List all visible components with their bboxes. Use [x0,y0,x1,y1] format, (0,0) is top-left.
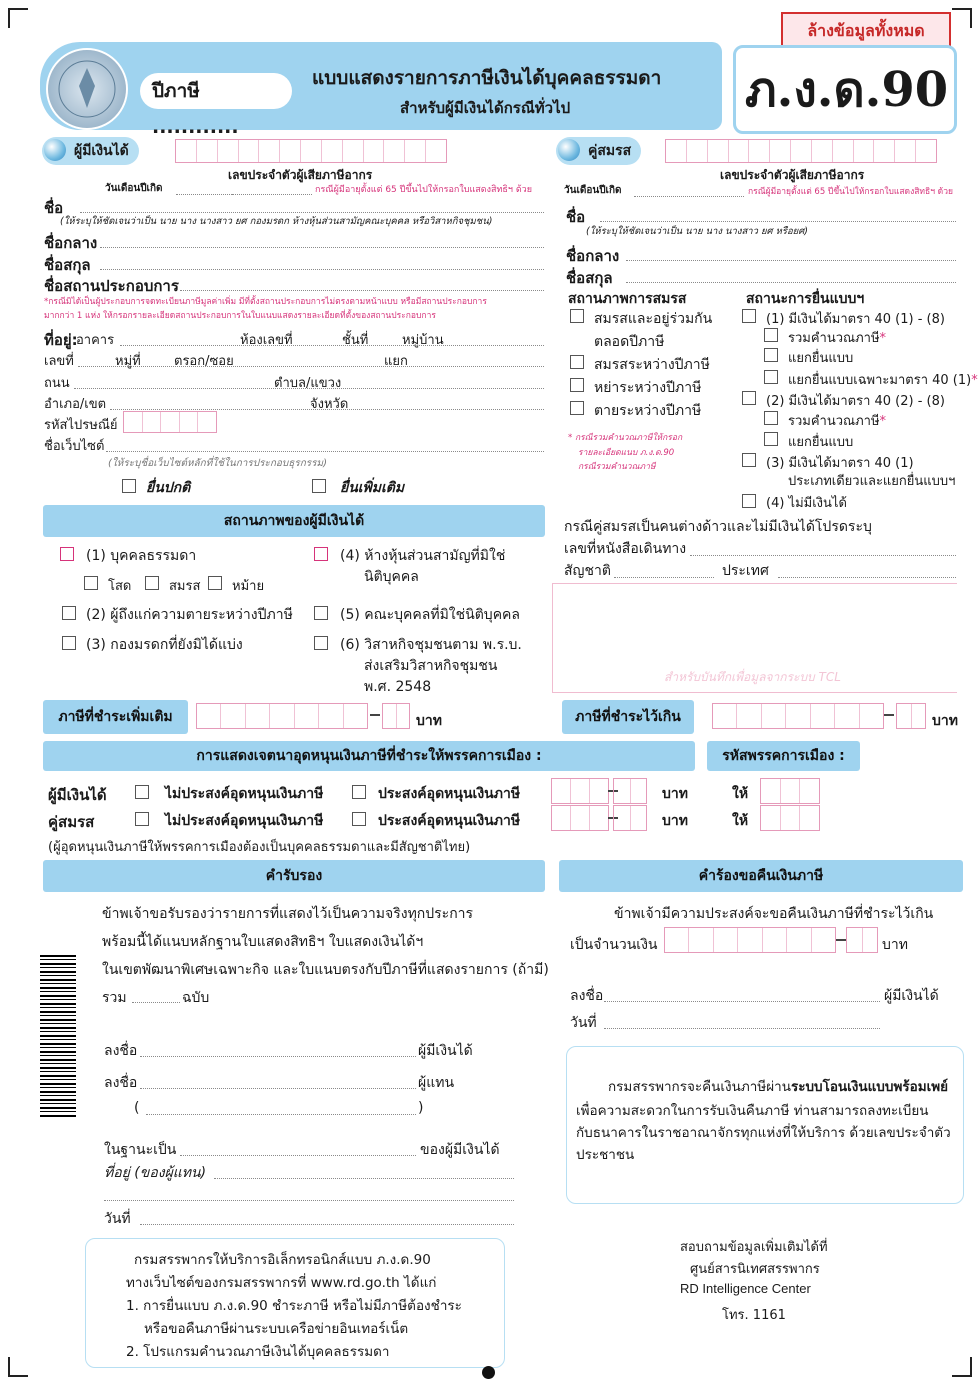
country-label: ประเทศ [722,563,769,579]
filing-checkbox[interactable] [742,494,756,508]
marital-option: สมรสระหว่างปีภาษี [594,357,710,373]
payer-tin-input[interactable] [175,139,447,163]
refund-payer-label: ผู้มีเงินได้ [884,988,939,1004]
efiling-text: 1. การยื่นแบบ ภ.ง.ด.90 ชำระภาษี หรือไม่มีภาษีต้องชำระ [126,1298,462,1314]
donation-label: ประสงค์อุดหนุนเงินภาษี [378,813,521,829]
donation-payer-label: ผู้มีเงินได้ [48,786,107,804]
overpaid-tax-satang-input[interactable] [896,703,926,729]
payer-business-note: *กรณีมิได้เป็นผู้ประกอบการจดทะเบียนภาษีมูลค่าเพิ่ม มีที่ตั้งสถานประกอบการไม่ตรงตามหน้าแบบ หรือมีสถานประกอบการ [44,297,487,307]
filing-option: (3) มีเงินได้มาตรา 40 (1) [766,456,914,471]
floor-label: ชั้นที่ [342,333,369,348]
promptpay-text: เพื่อความสะดวกในการรับเงินคืนภาษี ท่านสามารถลงทะเบียน [576,1103,929,1119]
status-option: (6) วิสาหกิจชุมชนตาม พ.ร.บ. [340,637,522,653]
filing-checkbox[interactable] [742,391,756,405]
payer-dob-note: กรณีผู้มีอายุตั้งแต่ 65 ปีขึ้นไปให้กรอกใบแสดงสิทธิฯ ด้วย [315,185,532,195]
status-checkbox[interactable] [314,636,328,650]
additional-tax-satang-input[interactable] [382,703,410,729]
spouse-tin-input[interactable] [665,139,937,163]
spouse-name-note: (ให้ระบุให้ชัดเจนว่าเป็น นาย นาง นางสาว ยศ หรือยศ) [586,226,808,237]
paren-open: ( [134,1100,140,1116]
no-donation-checkbox[interactable] [135,785,149,799]
website-note: (ให้ระบุชื่อเว็บไซต์หลักที่ใช้ในการประกอบธุรกรรม) [108,458,328,469]
widowed-checkbox[interactable] [208,576,222,590]
foreign-spouse-note: กรณีคู่สมรสเป็นคนต่างด้าวและไม่มีเงินได้โปรดระบุ [564,519,872,535]
refund-sign-label: ลงชื่อ [570,988,604,1004]
single-label: โสด [108,579,132,594]
baht-label: บาท [416,713,442,729]
donation-checkbox[interactable] [352,812,366,826]
marital-checkbox[interactable] [570,355,584,369]
postcode-input[interactable] [123,411,217,433]
soi-label: ตรอก/ซอย [174,354,234,369]
certify-date-label: วันที่ [104,1211,131,1227]
filing-checkbox[interactable] [764,348,778,362]
tax-year-field[interactable]: ปีภาษี ............ [140,73,292,109]
payer-surname-label: ชื่อสกุล [44,256,91,274]
moo-label: หมู่ที่ [115,354,141,369]
status-option: (3) กองมรดกที่ยังมิได้แบ่ง [86,637,243,653]
donation-spouse-label: คู่สมรส [48,813,95,831]
agent-address-label: ที่อยู่ (ของผู้แทน) [104,1165,207,1181]
donation-checkbox[interactable] [352,785,366,799]
additional-filing-label: ยื่นเพิ่มเติม [340,480,405,496]
filing-option: แยกยื่นแบบเฉพาะมาตรา 40 (1)* [788,373,978,388]
to-label: ให้ [732,786,749,802]
corner-mark [8,1357,28,1377]
marital-checkbox[interactable] [570,309,584,323]
village-label: หมู่บ้าน [402,333,444,348]
party-code-input[interactable] [760,778,820,804]
donation-header: การแสดงเจตนาอุดหนุนเงินภาษีที่ชำระให้พรรคการเมือง : [43,741,695,771]
no-donation-label: ไม่ประสงค์อุดหนุนเงินภาษี [165,786,324,802]
payer-name-label: ชื่อ [44,199,64,217]
refund-amount-input[interactable] [664,927,836,953]
payer-pill: ผู้มีเงินได้ [42,137,139,165]
promptpay-text: กับธนาคารในราชอาณาจักรทุกแห่งที่ให้บริการ ด้วยเลขประจำตัว [576,1125,951,1141]
filing-checkbox[interactable] [764,328,778,342]
spouse-middle-name-label: ชื่อกลาง [566,247,620,265]
postcode-label: รหัสไปรษณีย์ [44,418,118,433]
form-subtitle: สำหรับผู้มีเงินได้กรณีทั่วไป [400,99,571,117]
payer-name-note: (ให้ระบุให้ชัดเจนว่าเป็น นาย นาง นางสาว ยศ กองมรดก ห้างหุ้นส่วนสามัญคณะบุคคล หรือวิสาหกิจชุมชน) [60,216,493,227]
no-donation-label: ไม่ประสงค์อุดหนุนเงินภาษี [165,813,324,829]
marital-checkbox[interactable] [570,401,584,415]
single-checkbox[interactable] [84,576,98,590]
subdistrict-label: ตำบล/แขวง [274,376,342,391]
corner-mark [8,8,28,28]
status-option: (4) ห้างหุ้นส่วนสามัญที่มิใช่ [340,548,506,564]
sign-label: ลงชื่อ [104,1075,138,1091]
tcl-note: สำหรับบันทึกเพื่อมูลจากระบบ TCL [664,670,841,684]
marital-header: สถานภาพการสมรส [568,291,687,307]
to-label: ให้ [732,813,749,829]
marital-note: กรณีรวมคำนวณภาษี [578,462,656,472]
refund-amount-label: เป็นจำนวนเงิน [570,937,658,953]
spouse-name-label: ชื่อ [566,208,586,226]
corner-mark [952,1357,972,1377]
filing-checkbox[interactable] [764,411,778,425]
filing-option: (2) มีเงินได้มาตรา 40 (2) - (8) [766,394,945,409]
filing-checkbox[interactable] [742,309,756,323]
status-checkbox[interactable] [62,606,76,620]
total-label: รวม [102,990,127,1006]
capacity-label: ในฐานะเป็น [104,1142,177,1158]
marital-note: รายละเอียดแนบ ภ.ง.ด.90 [578,448,675,458]
info-text: RD Intelligence Center [680,1281,811,1296]
status-option: ส่งเสริมวิสาหกิจชุมชน [364,658,498,674]
info-text: ศูนย์สารนิเทศสรรพากร [690,1262,820,1277]
status-option: พ.ศ. 2548 [364,679,432,695]
donation-amount-input[interactable] [551,805,609,831]
form-code: ภ.ง.ด.90 [745,62,949,118]
building-label: อาคาร [76,333,115,348]
certify-text: พร้อมนี้ได้แนบหลักฐานใบแสดงสิทธิฯ ใบแสดงเงินได้ฯ [102,934,424,950]
province-label: จังหวัด [310,397,349,412]
baht-label: บาท [662,813,688,829]
of-payer-label: ของผู้มีเงินได้ [420,1142,500,1158]
marital-option: ตายระหว่างปีภาษี [594,403,702,419]
marital-checkbox[interactable] [570,378,584,392]
filing-option: รวมคำนวณภาษี* [788,331,887,346]
copies-label: ฉบับ [182,990,210,1006]
payer-dob-label: วันเดือนปีเกิด [105,183,163,194]
district-label: อำเภอ/เขต [44,397,107,412]
refund-satang-input[interactable] [846,927,878,953]
marital-option: หย่าระหว่างปีภาษี [594,380,702,396]
sign-agent-label: ผู้แทน [418,1075,455,1091]
status-option: (1) บุคคลธรรมดา [86,548,197,564]
party-code-input[interactable] [760,805,820,831]
marital-option: ตลอดปีภาษี [594,334,665,350]
party-code-header: รหัสพรรคการเมือง : [707,741,860,771]
promptpay-text: ประชาชน [576,1147,635,1163]
status-checkbox[interactable] [314,547,328,561]
filing-checkbox[interactable] [764,370,778,384]
donation-amount-input[interactable] [551,778,609,804]
sign-payer-label: ผู้มีเงินได้ [418,1043,473,1059]
spouse-pill: คู่สมรส [556,137,641,165]
payer-business-note: มากกว่า 1 แห่ง ให้กรอกรายละเอียดสถานประกอบการในใบแนบแสดงรายละเอียดที่ตั้งของสถานประกอบการ [44,311,436,321]
filing-option: (1) มีเงินได้มาตรา 40 (1) - (8) [766,312,945,327]
nationality-label: สัญชาติ [564,563,611,579]
corner-mark [952,8,972,28]
marital-option: สมรสและอยู่ร่วมกัน [594,311,713,327]
payer-business-label: ชื่อสถานประกอบการ [44,277,179,295]
barcode [40,955,76,1117]
paren-close: ) [418,1100,424,1116]
spouse-tin-label: เลขประจำตัวผู้เสียภาษีอากร [720,168,865,182]
overpaid-tax-input[interactable] [712,703,884,729]
filing-status-header: สถานะการยื่นแบบฯ [746,291,865,307]
spouse-dob-note: กรณีผู้มีอายุตั้งแต่ 65 ปีขึ้นไปให้กรอกใบแสดงสิทธิฯ ด้วย [748,187,953,197]
refund-header: คำร้องขอคืนเงินภาษี [559,860,963,892]
sign-label: ลงชื่อ [104,1043,138,1059]
payer-tin-label: เลขประจำตัวผู้เสียภาษีอากร [228,168,373,182]
filing-option: รวมคำนวณภาษี* [788,414,887,429]
donation-label: ประสงค์อุดหนุนเงินภาษี [378,786,521,802]
filing-option: แยกยื่นแบบ [788,435,854,450]
address-label: ที่อยู่: [44,331,78,349]
donation-amount-satang-input[interactable] [613,805,647,831]
additional-tax-input[interactable] [196,703,368,729]
form-title: แบบแสดงรายการภาษีเงินได้บุคคลธรรมดา [312,67,662,89]
status-checkbox[interactable] [314,606,328,620]
baht-label: บาท [882,937,908,953]
registration-dot [482,1366,495,1379]
marital-note: * กรณีรวมคำนวณภาษีให้กรอก [568,433,683,443]
normal-filing-checkbox[interactable] [122,479,136,493]
status-header: สถานภาพของผู้มีเงินได้ [43,505,545,537]
efiling-text: หรือขอคืนภาษีผ่านระบบเครือข่ายอินเทอร์เน็ต [144,1321,409,1337]
refund-text: ข้าพเจ้ามีความประสงค์จะขอคืนเงินภาษีที่ชำระไว้เกิน [614,906,934,922]
certify-header: คำรับรอง [43,860,545,892]
status-checkbox[interactable] [62,636,76,650]
status-option: (5) คณะบุคคลที่มิใช่นิติบุคคล [340,607,521,623]
filing-checkbox[interactable] [764,432,778,446]
road-label: ถนน [44,376,70,391]
info-text: สอบถามข้อมูลเพิ่มเติมได้ที่ [680,1240,828,1255]
payer-middle-name-label: ชื่อกลาง [44,234,98,252]
widowed-label: หม้าย [232,579,265,594]
additional-filing-checkbox[interactable] [312,479,326,493]
status-checkbox[interactable] [60,547,74,561]
website-label: ชื่อเว็บไซต์ [44,439,105,454]
filing-option: แยกยื่นแบบ [788,351,854,366]
spouse-surname-label: ชื่อสกุล [566,269,613,287]
baht-label: บาท [662,786,688,802]
revenue-department-seal [46,48,128,130]
bullet-icon [44,139,66,161]
donation-note: (ผู้อุดหนุนเงินภาษีให้พรรคการเมืองต้องเป็นบุคคลธรรมดาและมีสัญชาติไทย) [48,840,471,855]
married-checkbox[interactable] [145,576,159,590]
house-no-label: เลขที่ [44,354,74,369]
passport-label: เลขที่หนังสือเดินทาง [564,541,687,557]
donation-amount-satang-input[interactable] [613,778,647,804]
overpaid-tax-label: ภาษีที่ชำระไว้เกิน [562,700,694,734]
status-option: (2) ผู้ถึงแก่ความตายระหว่างปีภาษี [86,607,293,623]
junction-label: แยก [384,354,408,369]
status-option: นิติบุคคล [364,569,419,585]
baht-label: บาท [932,713,958,729]
bullet-icon [558,139,580,161]
normal-filing-label: ยื่นปกติ [146,480,191,496]
refund-date-label: วันที่ [570,1015,597,1031]
filing-option: ประเภทเดียวและแยกยื่นแบบฯ [788,474,956,489]
room-label: ห้องเลขที่ [240,333,293,348]
efiling-text: 2. โปรแกรมคำนวณภาษีเงินได้บุคคลธรรมดา [126,1344,390,1360]
married-label: สมรส [169,579,201,594]
filing-option: (4) ไม่มีเงินได้ [766,496,847,511]
clear-all-button[interactable]: ล้างข้อมูลทั้งหมด [781,12,951,50]
additional-tax-label: ภาษีที่ชำระเพิ่มเติม [43,700,188,734]
promptpay-text: กรมสรรพากรจะคืนเงินภาษีผ่านระบบโอนเงินแบบพร้อมเพย์ [608,1079,949,1095]
efiling-text: กรมสรรพากรให้บริการอิเล็กทรอนิกส์แบบ ภ.ง.ด.90 [134,1252,431,1268]
spouse-dob-label: วันเดือนปีเกิด [564,185,622,196]
info-text: โทร. 1161 [722,1308,786,1323]
efiling-text: ทางเว็บไซต์ของกรมสรรพากรที่ www.rd.go.th ได้แก่ [126,1275,437,1291]
certify-text: ข้าพเจ้าขอรับรองว่ารายการที่แสดงไว้เป็นความจริงทุกประการ [102,906,474,922]
no-donation-checkbox[interactable] [135,812,149,826]
certify-text: ในเขตพัฒนาพิเศษเฉพาะกิจ และใบแนบตรงกับปีภาษีที่แสดงรายการ (ถ้ามี) [102,962,549,978]
filing-checkbox[interactable] [742,453,756,467]
